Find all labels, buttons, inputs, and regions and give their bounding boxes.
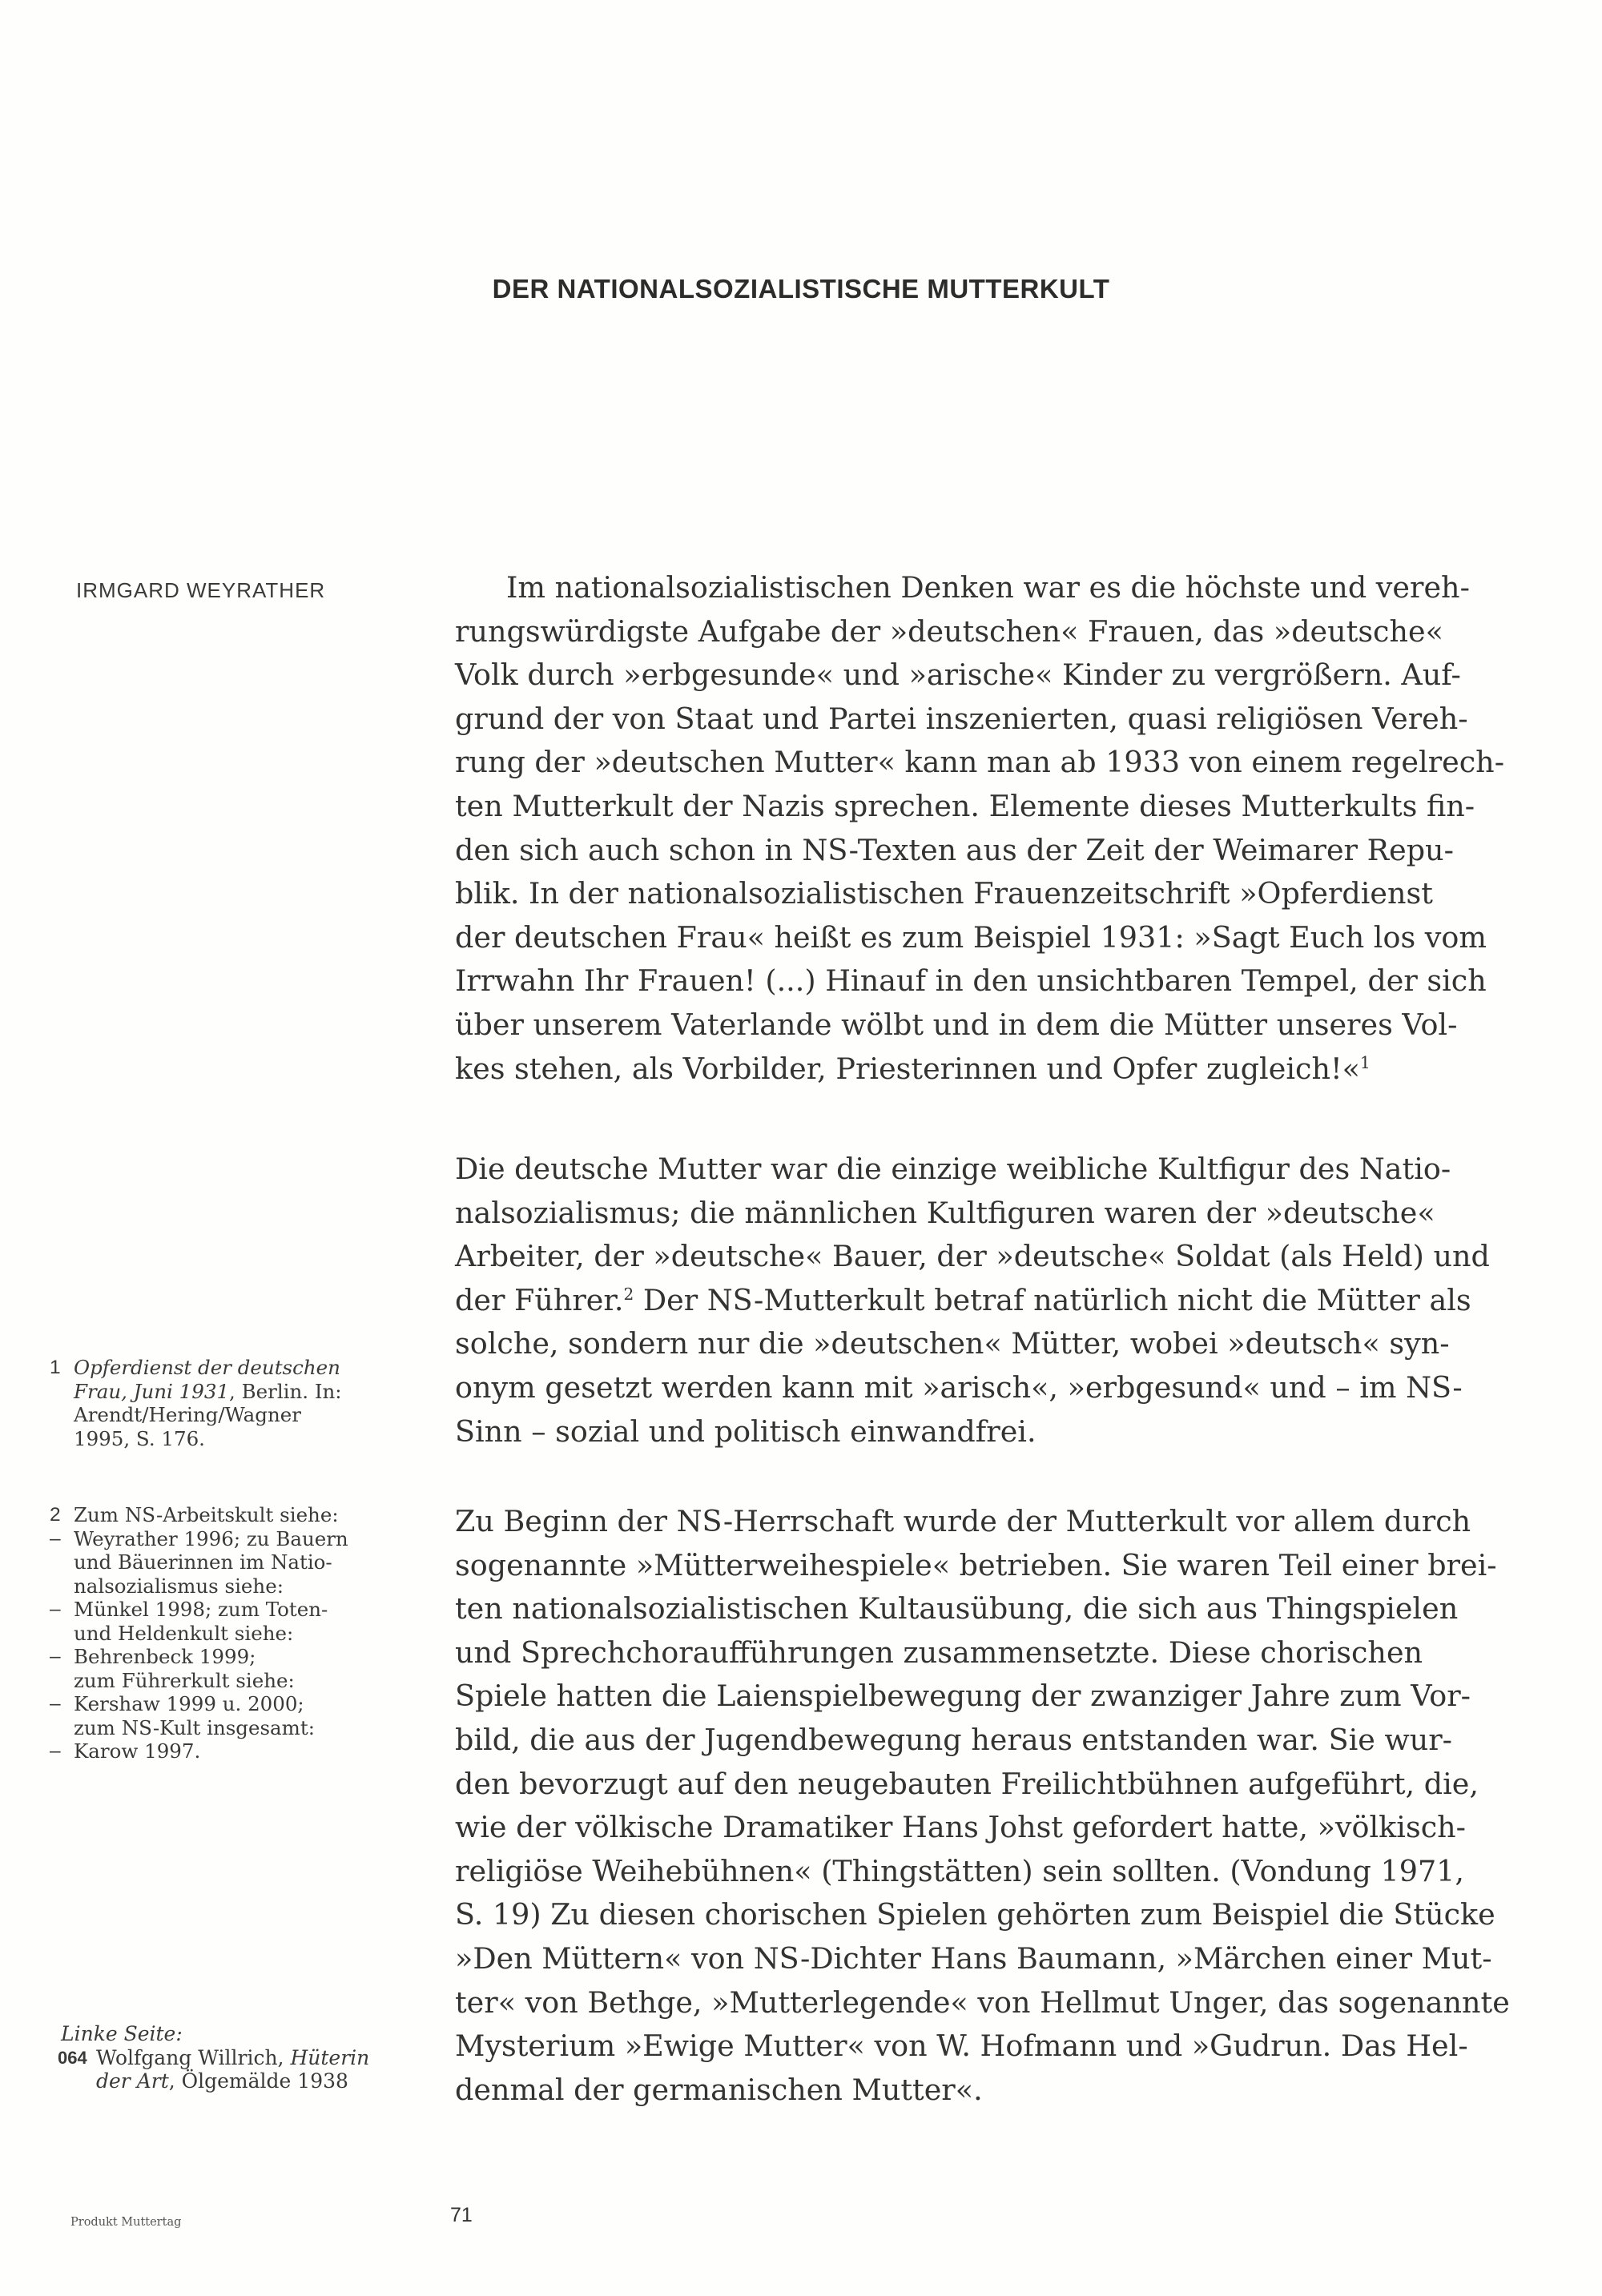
footnote-text: Behrenbeck 1999; xyxy=(74,1645,256,1668)
footnote-text: Kershaw 1999 u. 2000; xyxy=(74,1692,304,1715)
text-line: Spiele hatten die Laienspielbewegung der zwanziger Jahre zum Vor- xyxy=(455,1679,1471,1714)
text-line: bild, die aus der Jugendbewegung heraus entstanden war. Sie wur- xyxy=(455,1722,1453,1757)
text-line: sogenannte »Mütterweihespiele« betrieben. Sie waren Teil einer brei- xyxy=(455,1547,1497,1582)
text-line: ter« von Bethge, »Mutterlegende« von Hellmut Unger, das sogenannte xyxy=(455,1984,1510,2020)
text-line: rung der »deutschen Mutter« kann man ab 1933 von einem regelrech- xyxy=(455,745,1505,780)
image-caption xyxy=(58,2022,370,2093)
caption-artwork-title: der Art xyxy=(96,2069,169,2093)
text-line: wie der völkische Dramatiker Hans Johst gefordert hatte, »völkisch- xyxy=(455,1810,1466,1845)
caption-label: Linke Seite: xyxy=(61,2022,183,2045)
text-line: rungswürdigste Aufgabe der »deutschen« Frauen, das »deutsche« xyxy=(455,613,1443,649)
text-line: S. 19) Zu diesen chorischen Spielen gehörten zum Beispiel die Stücke xyxy=(455,1897,1495,1932)
caption-medium: , Ölgemälde 1938 xyxy=(168,2069,348,2093)
text-line: Zu Beginn der NS-Herrschaft wurde der Mutterkult vor allem durch xyxy=(455,1504,1471,1538)
text-line: nalsozialismus; die männlichen Kultfiguren waren der »deutsche« xyxy=(455,1195,1435,1230)
text-line: Die deutsche Mutter war die einzige weibliche Kultfigur des Natio- xyxy=(455,1152,1451,1186)
footnote-text: 1995, S. 176. xyxy=(74,1426,205,1450)
text-line: Sinn – sozial und politisch einwandfrei. xyxy=(455,1413,1036,1449)
caption-artwork-title: Hüterin xyxy=(290,2045,370,2069)
text-line: kes stehen, als Vorbilder, Priesterinnen und Opfer zugleich!« xyxy=(455,1051,1360,1086)
text-line: und Sprechchoraufführungen zusammensetzte. Diese chorischen xyxy=(455,1635,1423,1670)
text-line: grund der von Staat und Partei inszenierten, quasi religiösen Vereh- xyxy=(455,701,1468,736)
dash-marker: – xyxy=(50,1646,61,1667)
footnote-text: Karow 1997. xyxy=(74,1739,201,1763)
footnote-text: , Berlin. In: xyxy=(229,1379,342,1403)
footnote-text: Weyrather 1996; zu Bauern xyxy=(74,1526,348,1550)
caption-page-number: 064 xyxy=(58,2047,87,2068)
footnote-text: zum Führerkult siehe: xyxy=(74,1668,295,1692)
footnote-text: Zum NS-Arbeitskult siehe: xyxy=(74,1503,339,1526)
footnote-text: und Bäuerinnen im Natio- xyxy=(74,1550,332,1574)
text-line: den sich auch schon in NS-Texten aus der Zeit der Weimarer Repu- xyxy=(455,832,1454,867)
text-line: den bevorzugt auf den neugebauten Freilichtbühnen aufgeführt, die, xyxy=(455,1766,1479,1801)
footnote-source-title: Opferdienst der deutschen xyxy=(74,1356,340,1379)
author-name: IRMGARD WEYRATHER xyxy=(76,578,326,602)
text-line: ten Mutterkult der Nazis sprechen. Elemente dieses Mutterkults fin- xyxy=(455,788,1475,823)
footnote-text: nalsozialismus siehe: xyxy=(74,1574,284,1598)
footnote-number: 1 xyxy=(50,1357,61,1378)
text-line: Arbeiter, der »deutsche« Bauer, der »deutsche« Soldat (als Held) und xyxy=(455,1239,1490,1274)
text-line: Volk durch »erbgesunde« und »arische« Kinder zu vergrößern. Auf- xyxy=(455,657,1461,693)
text-line: Der NS-Mutterkult betraf natürlich nicht die Mütter als xyxy=(642,1282,1471,1317)
text-line: über unserem Vaterlande wölbt und in dem die Mütter unseres Vol- xyxy=(455,1007,1458,1042)
text-line: der deutschen Frau« heißt es zum Beispiel 1931: »Sagt Euch los vom xyxy=(455,919,1487,955)
dash-marker: – xyxy=(50,1598,61,1620)
text-line: solche, sondern nur die »deutschen« Mütter, wobei »deutsch« syn- xyxy=(455,1326,1450,1361)
running-footer-title: Produkt Muttertag xyxy=(70,2216,182,2229)
body-paragraph-3 xyxy=(455,1500,1510,2112)
footnote-text: Arendt/Hering/Wagner xyxy=(74,1403,301,1426)
text-line: religiöse Weihebühnen« (Thingstätten) sein sollten. (Vondung 1971, xyxy=(455,1853,1464,1888)
footnote-1 xyxy=(50,1356,402,1450)
article-title: DER NATIONALSOZIALISTISCHE MUTTERKULT xyxy=(492,274,1110,304)
text-line: »Den Müttern« von NS-Dichter Hans Baumann, »Märchen einer Mut- xyxy=(455,1940,1492,1976)
dash-marker: – xyxy=(50,1740,61,1762)
text-line: Im nationalsozialistischen Denken war es die höchste und vereh- xyxy=(506,570,1470,605)
footnote-ref-2[interactable]: 2 xyxy=(623,1284,634,1304)
text-line: onym gesetzt werden kann mit »arisch«, »erbgesund« und – im NS- xyxy=(455,1369,1463,1405)
footnote-text: und Heldenkult siehe: xyxy=(74,1621,294,1645)
text-line: Mysterium »Ewige Mutter« von W. Hofmann und »Gudrun. Das Hel- xyxy=(455,2029,1468,2064)
text-line: der Führer. xyxy=(455,1282,624,1317)
text-line: blik. In der nationalsozialistischen Frauenzeitschrift »Opferdienst xyxy=(455,876,1433,911)
text-line: ten nationalsozialistischen Kultausübung, die sich aus Thingspielen xyxy=(455,1591,1459,1627)
text-line: Irrwahn Ihr Frauen! (...) Hinauf in den unsichtbaren Tempel, der sich xyxy=(455,963,1487,999)
footnote-ref-1[interactable]: 1 xyxy=(1359,1052,1371,1072)
footnote-text: zum NS-Kult insgesamt: xyxy=(74,1715,315,1739)
footnote-source-title: Frau, Juni 1931 xyxy=(74,1379,230,1403)
footnote-number: 2 xyxy=(50,1504,61,1526)
page-number: 71 xyxy=(450,2204,473,2226)
body-paragraph-1 xyxy=(455,566,1505,1091)
dash-marker: – xyxy=(50,1693,61,1715)
footnote-text: Münkel 1998; zum Toten- xyxy=(74,1598,328,1621)
caption-artist: Wolfgang Willrich, xyxy=(96,2045,291,2069)
text-line: denmal der germanischen Mutter«. xyxy=(455,2072,983,2107)
footnote-2 xyxy=(50,1503,402,1763)
dash-marker: – xyxy=(50,1527,61,1550)
body-paragraph-2 xyxy=(455,1148,1500,1454)
